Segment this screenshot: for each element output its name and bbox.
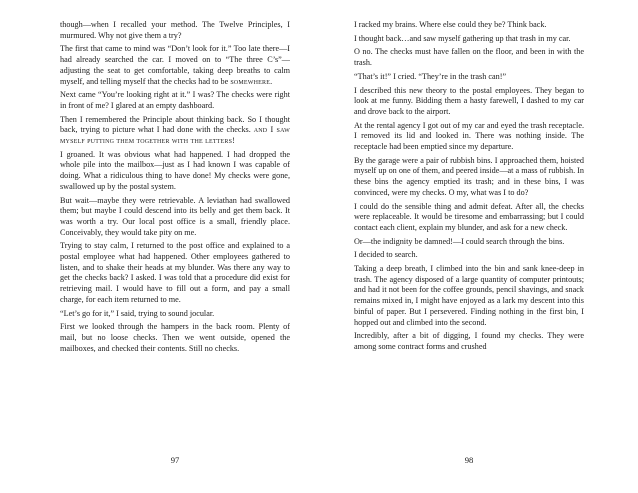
paragraph: I groaned. It was obvious what had happened. I had dropped the whole pile into the mailbox—just as I had known I was capable of doing. What a ridiculous thing to have done! My checks were gone, swallowed up by the postal system. <box>60 149 290 191</box>
left-page <box>60 20 290 460</box>
paragraph: Taking a deep breath, I climbed into the bin and sank knee-deep in trash. The agency disposed of a large quantity of computer printouts; and had it not been for the coffee grounds, pencil shavings, and snack remains mixed in, I might have enjoyed as a lark my descent into this binful of paper. But I persevered. Finding nothing in the first bin, I hopped out and climbed into the second. <box>354 264 584 327</box>
paragraph: though—when I recalled your method. The Twelve Principles, I murmured. Why not give them a try? <box>60 20 290 40</box>
paragraph: O no. The checks must have fallen on the floor, and been in with the trash. <box>354 47 584 68</box>
paragraph: I decided to search. <box>354 250 418 260</box>
paragraph: “Let’s go for it,” I said, trying to sound jocular. <box>60 308 215 318</box>
paragraph <box>60 115 290 147</box>
paragraph: At the rental agency I got out of my car and eyed the trash receptacle. I removed its lid and looked in. There was nothing inside. The receptacle had been emptied since my departure. <box>354 120 584 152</box>
right-page <box>354 20 584 460</box>
small-caps-text: somewhere. <box>230 76 273 86</box>
paragraph: But wait—maybe they were retrievable. A leviathan had swallowed them; but maybe I could descend into its belly and get them back. It was worth a try. Our local post office is a small, friendly place. Conceivably, they would take pity on me. <box>60 195 290 237</box>
paragraph <box>60 44 290 87</box>
paragraph: Incredibly, after a bit of digging, I found my checks. They were among some contract forms and crushed <box>354 331 584 351</box>
paragraph: Next came “You’re looking right at it.” I was? The checks were right in front of me? I glared at an empty dashboard. <box>60 90 290 110</box>
paragraph: By the garage were a pair of rubbish bins. I approached them, hoisted myself up on one of them, and peered inside—at a mass of rubbish. In these bins the agency emptied its trash; and in these bins, I was convinced, were my checks. O my, what was I to do? <box>354 155 584 197</box>
paragraph: I thought back…and saw myself gathering up that trash in my car. <box>354 33 571 43</box>
paragraph: I described this new theory to the postal employees. They began to look at me funny. Bidding them a hasty farewell, I dashed to my car and drove back to the airport. <box>354 85 584 116</box>
paragraph: I could do the sensible thing and admit defeat. After all, the checks were replaceable. It would be tiresome and embarrassing; but I could contact each client, explain my blunder, and ask for a new check. <box>354 201 584 232</box>
small-caps-text: and I saw myself putting them together with the letters! <box>60 125 290 146</box>
page-number: 98 <box>464 455 474 465</box>
paragraph: “That’s it!” I cried. “They’re in the trash can!” <box>354 71 507 81</box>
page-number: 97 <box>170 455 180 465</box>
paragraph-text: The first that came to mind was “Don’t look for it.” Too late there—I had already searched the car. I moved on to “The three C’s”—adjusting the seat to get comfortable, taking deep breaths to calm myself, and telling myself that the checks had to be <box>60 44 290 86</box>
paragraph: Or—the indignity be damned!—I could search through the bins. <box>354 236 565 246</box>
paragraph: Trying to stay calm, I returned to the post office and explained to a postal employee what had happened. Other employees gathered to listen, and to shake their heads at my blunder. Was there any way to get the checks back? I asked. I was told that a procedure did exist for retrieving mail. I would have to fill out a form, and pay a small charge, for each item returned to me. <box>60 241 290 304</box>
paragraph-text: Then I remembered the Principle about thinking back. So I thought back, trying to picture what I had done with the checks. <box>60 114 290 135</box>
paragraph: First we looked through the hampers in the back room. Plenty of mail, but no loose checks. Then we went outside, opened the mailboxes, and checked their contents. Still no checks. <box>60 322 290 353</box>
paragraph: I racked my brains. Where else could they be? Think back. <box>354 20 547 29</box>
